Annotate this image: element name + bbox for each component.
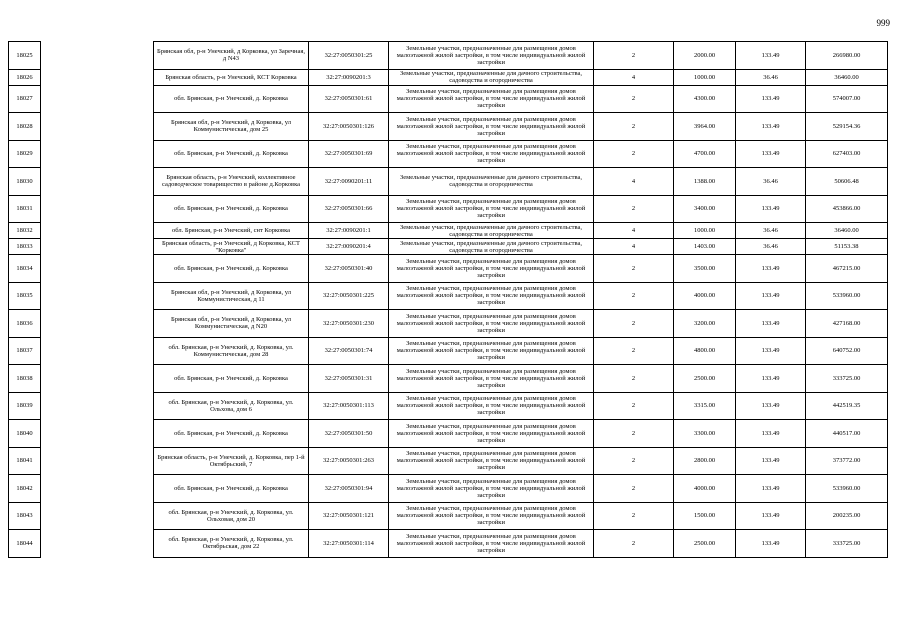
row-id-cell: 18031: [9, 195, 41, 223]
cadastral-value-cell: 51153.38: [806, 239, 888, 255]
row-id-cell: 18032: [9, 223, 41, 239]
area-cell: 1000.00: [674, 69, 736, 85]
row-id-cell: 18034: [9, 255, 41, 283]
cadastral-value-cell: 50606.48: [806, 168, 888, 196]
land-use-cell: Земельные участки, предназначенные для дачного строительства, садоводства и огородничества: [389, 223, 594, 239]
land-use-cell: Земельные участки, предназначенные для дачного строительства, садоводства и огородничества: [389, 69, 594, 85]
table-row: [9, 140, 888, 168]
cadastral-number-cell: 32:27:0050301:31: [309, 365, 389, 393]
group-cell: 2: [594, 392, 674, 420]
table-row: [9, 365, 888, 393]
gap-cell: [41, 365, 154, 393]
group-cell: 2: [594, 310, 674, 338]
cadastral-value-cell: 333725.00: [806, 365, 888, 393]
table-row: [9, 310, 888, 338]
land-use-cell: Земельные участки, предназначенные для размещения домов малоэтажной жилой застройки, в том числе индивидуальной жилой застройки: [389, 447, 594, 475]
cadastral-number-cell: 32:27:0050301:74: [309, 337, 389, 365]
land-use-cell: Земельные участки, предназначенные для размещения домов малоэтажной жилой застройки, в том числе индивидуальной жилой застройки: [389, 502, 594, 530]
rate-cell: 133.49: [736, 392, 806, 420]
table-row: [9, 69, 888, 85]
table-row: [9, 113, 888, 141]
cadastral-value-cell: 529154.36: [806, 113, 888, 141]
address-cell: Брянская область, р-н Унечский, коллективное садоводческое товарищество в районе д.Корковка: [154, 168, 309, 196]
land-use-cell: Земельные участки, предназначенные для дачного строительства, садоводства и огородничества: [389, 168, 594, 196]
rate-cell: 133.49: [736, 447, 806, 475]
table-row: [9, 337, 888, 365]
cadastral-number-cell: 32:27:0050301:230: [309, 310, 389, 338]
group-cell: 2: [594, 447, 674, 475]
cadastral-value-cell: 427168.00: [806, 310, 888, 338]
row-id-cell: 18041: [9, 447, 41, 475]
table-row: [9, 255, 888, 283]
table-row: [9, 42, 888, 70]
rate-cell: 133.49: [736, 530, 806, 558]
table-row: [9, 420, 888, 448]
gap-cell: [41, 282, 154, 310]
land-use-cell: Земельные участки, предназначенные для размещения домов малоэтажной жилой застройки, в том числе индивидуальной жилой застройки: [389, 365, 594, 393]
gap-cell: [41, 140, 154, 168]
rate-cell: 133.49: [736, 195, 806, 223]
rate-cell: 133.49: [736, 42, 806, 70]
gap-cell: [41, 337, 154, 365]
cadastral-number-cell: 32:27:0050301:94: [309, 475, 389, 503]
rate-cell: 133.49: [736, 255, 806, 283]
cadastral-number-cell: 32:27:0050301:50: [309, 420, 389, 448]
group-cell: 4: [594, 223, 674, 239]
area-cell: 3400.00: [674, 195, 736, 223]
cadastral-value-cell: 36460.00: [806, 223, 888, 239]
address-cell: обл. Брянская, р-н Унечский, д. Корковка: [154, 255, 309, 283]
gap-cell: [41, 223, 154, 239]
address-cell: обл. Брянская, р-н Унечский, снт Корковка: [154, 223, 309, 239]
cadastral-number-cell: 32:27:0050301:40: [309, 255, 389, 283]
row-id-cell: 18033: [9, 239, 41, 255]
rate-cell: 133.49: [736, 475, 806, 503]
group-cell: 2: [594, 282, 674, 310]
area-cell: 1000.00: [674, 223, 736, 239]
area-cell: 3300.00: [674, 420, 736, 448]
gap-cell: [41, 239, 154, 255]
cadastral-value-cell: 36460.00: [806, 69, 888, 85]
land-use-cell: Земельные участки, предназначенные для дачного строительства, садоводства и огородничества: [389, 239, 594, 255]
address-cell: Брянская обл, р-н Унечский, д Корковка, ул Коммунистическая, дом 25: [154, 113, 309, 141]
cadastral-number-cell: 32:27:0050301:113: [309, 392, 389, 420]
group-cell: 2: [594, 502, 674, 530]
rate-cell: 133.49: [736, 365, 806, 393]
gap-cell: [41, 168, 154, 196]
cadastral-value-cell: 442519.35: [806, 392, 888, 420]
cadastral-value-cell: 453866.00: [806, 195, 888, 223]
gap-cell: [41, 85, 154, 113]
group-cell: 2: [594, 475, 674, 503]
address-cell: обл. Брянская, р-н Унечский, д. Корковка: [154, 85, 309, 113]
table-row: [9, 475, 888, 503]
land-use-cell: Земельные участки, предназначенные для размещения домов малоэтажной жилой застройки, в том числе индивидуальной жилой застройки: [389, 282, 594, 310]
row-id-cell: 18028: [9, 113, 41, 141]
address-cell: Брянская область, р-н Унечский, д. Корковка, пер 1-й Октябрьский, 7: [154, 447, 309, 475]
rate-cell: 133.49: [736, 85, 806, 113]
address-cell: обл. Брянская, р-н Унечский, д. Корковка: [154, 140, 309, 168]
cadastral-number-cell: 32:27:0050301:225: [309, 282, 389, 310]
rate-cell: 36.46: [736, 69, 806, 85]
group-cell: 4: [594, 69, 674, 85]
land-use-cell: Земельные участки, предназначенные для размещения домов малоэтажной жилой застройки, в том числе индивидуальной жилой застройки: [389, 255, 594, 283]
rate-cell: 133.49: [736, 282, 806, 310]
group-cell: 4: [594, 239, 674, 255]
gap-cell: [41, 502, 154, 530]
rate-cell: 133.49: [736, 337, 806, 365]
cadastral-number-cell: 32:27:0050301:61: [309, 85, 389, 113]
cadastral-number-cell: 32:27:0050301:263: [309, 447, 389, 475]
land-use-cell: Земельные участки, предназначенные для размещения домов малоэтажной жилой застройки, в том числе индивидуальной жилой застройки: [389, 392, 594, 420]
gap-cell: [41, 113, 154, 141]
group-cell: 4: [594, 168, 674, 196]
gap-cell: [41, 447, 154, 475]
cadastral-number-cell: 32:27:0090201:1: [309, 223, 389, 239]
area-cell: 1500.00: [674, 502, 736, 530]
address-cell: Брянская область, р-н Унечский, д Корковка, КСТ "Корковка": [154, 239, 309, 255]
land-registry-table: [8, 41, 888, 558]
gap-cell: [41, 475, 154, 503]
rate-cell: 36.46: [736, 239, 806, 255]
address-cell: обл. Брянская, р-н Унечский, д. Корковка, ул. Ольхова, дом 6: [154, 392, 309, 420]
rate-cell: 133.49: [736, 420, 806, 448]
area-cell: 4300.00: [674, 85, 736, 113]
cadastral-value-cell: 333725.00: [806, 530, 888, 558]
row-id-cell: 18042: [9, 475, 41, 503]
rate-cell: 36.46: [736, 168, 806, 196]
area-cell: 1388.00: [674, 168, 736, 196]
rate-cell: 133.49: [736, 502, 806, 530]
address-cell: Брянская обл, р-н Унечский, д Корковка, ул Коммунистическая, д N20: [154, 310, 309, 338]
cadastral-number-cell: 32:27:0050301:114: [309, 530, 389, 558]
land-use-cell: Земельные участки, предназначенные для размещения домов малоэтажной жилой застройки, в том числе индивидуальной жилой застройки: [389, 195, 594, 223]
cadastral-value-cell: 533960.00: [806, 475, 888, 503]
gap-cell: [41, 420, 154, 448]
group-cell: 2: [594, 337, 674, 365]
group-cell: 2: [594, 530, 674, 558]
address-cell: обл. Брянская, р-н Унечский, д. Корковка: [154, 365, 309, 393]
cadastral-value-cell: 640752.00: [806, 337, 888, 365]
row-id-cell: 18038: [9, 365, 41, 393]
cadastral-number-cell: 32:27:0050301:126: [309, 113, 389, 141]
cadastral-number-cell: 32:27:0090201:4: [309, 239, 389, 255]
table-row: [9, 85, 888, 113]
row-id-cell: 18037: [9, 337, 41, 365]
row-id-cell: 18044: [9, 530, 41, 558]
area-cell: 4000.00: [674, 282, 736, 310]
address-cell: обл. Брянская, р-н Унечский, д. Корковка: [154, 475, 309, 503]
land-use-cell: Земельные участки, предназначенные для размещения домов малоэтажной жилой застройки, в том числе индивидуальной жилой застройки: [389, 85, 594, 113]
cadastral-value-cell: 467215.00: [806, 255, 888, 283]
land-use-cell: Земельные участки, предназначенные для размещения домов малоэтажной жилой застройки, в том числе индивидуальной жилой застройки: [389, 420, 594, 448]
area-cell: 3200.00: [674, 310, 736, 338]
table-row: [9, 223, 888, 239]
table-row: [9, 530, 888, 558]
cadastral-value-cell: 200235.00: [806, 502, 888, 530]
table-row: [9, 392, 888, 420]
group-cell: 2: [594, 140, 674, 168]
rate-cell: 36.46: [736, 223, 806, 239]
cadastral-number-cell: 32:27:0050301:69: [309, 140, 389, 168]
area-cell: 2500.00: [674, 365, 736, 393]
group-cell: 2: [594, 85, 674, 113]
cadastral-value-cell: 533960.00: [806, 282, 888, 310]
group-cell: 2: [594, 365, 674, 393]
row-id-cell: 18027: [9, 85, 41, 113]
row-id-cell: 18035: [9, 282, 41, 310]
land-use-cell: Земельные участки, предназначенные для размещения домов малоэтажной жилой застройки, в том числе индивидуальной жилой застройки: [389, 530, 594, 558]
table-body: [9, 42, 888, 558]
row-id-cell: 18039: [9, 392, 41, 420]
land-use-cell: Земельные участки, предназначенные для размещения домов малоэтажной жилой застройки, в том числе индивидуальной жилой застройки: [389, 42, 594, 70]
row-id-cell: 18026: [9, 69, 41, 85]
group-cell: 2: [594, 420, 674, 448]
cadastral-number-cell: 32:27:0050301:121: [309, 502, 389, 530]
address-cell: обл. Брянская, р-н Унечский, д. Корковка, ул. Ольховая, дом 20: [154, 502, 309, 530]
land-use-cell: Земельные участки, предназначенные для размещения домов малоэтажной жилой застройки, в том числе индивидуальной жилой застройки: [389, 337, 594, 365]
gap-cell: [41, 530, 154, 558]
address-cell: Брянская обл, р-н Унечский, д Корковка, ул Заречная, д N43: [154, 42, 309, 70]
row-id-cell: 18040: [9, 420, 41, 448]
area-cell: 4000.00: [674, 475, 736, 503]
cadastral-value-cell: 627403.00: [806, 140, 888, 168]
land-use-cell: Земельные участки, предназначенные для размещения домов малоэтажной жилой застройки, в том числе индивидуальной жилой застройки: [389, 475, 594, 503]
table-row: [9, 282, 888, 310]
group-cell: 2: [594, 113, 674, 141]
address-cell: обл. Брянская, р-н Унечский, д. Корковка, ул. Коммунистическая, дом 28: [154, 337, 309, 365]
address-cell: Брянская обл, р-н Унечский, д Корковка, ул Коммунистическая, д 11: [154, 282, 309, 310]
table-row: [9, 168, 888, 196]
gap-cell: [41, 195, 154, 223]
land-use-cell: Земельные участки, предназначенные для размещения домов малоэтажной жилой застройки, в том числе индивидуальной жилой застройки: [389, 310, 594, 338]
row-id-cell: 18030: [9, 168, 41, 196]
cadastral-number-cell: 32:27:0050301:25: [309, 42, 389, 70]
cadastral-value-cell: 373772.00: [806, 447, 888, 475]
address-cell: Брянская область, р-н Унечский, КСТ Корковка: [154, 69, 309, 85]
area-cell: 3500.00: [674, 255, 736, 283]
gap-cell: [41, 310, 154, 338]
table-row: [9, 447, 888, 475]
group-cell: 2: [594, 255, 674, 283]
group-cell: 2: [594, 42, 674, 70]
gap-cell: [41, 42, 154, 70]
row-id-cell: 18029: [9, 140, 41, 168]
address-cell: обл. Брянская, р-н Унечский, д. Корковка: [154, 195, 309, 223]
table-row: [9, 239, 888, 255]
area-cell: 2000.00: [674, 42, 736, 70]
area-cell: 3315.00: [674, 392, 736, 420]
address-cell: обл. Брянская, р-н Унечский, д. Корковка: [154, 420, 309, 448]
row-id-cell: 18036: [9, 310, 41, 338]
rate-cell: 133.49: [736, 113, 806, 141]
land-use-cell: Земельные участки, предназначенные для размещения домов малоэтажной жилой застройки, в том числе индивидуальной жилой застройки: [389, 140, 594, 168]
area-cell: 2800.00: [674, 447, 736, 475]
area-cell: 4700.00: [674, 140, 736, 168]
table-row: [9, 195, 888, 223]
row-id-cell: 18043: [9, 502, 41, 530]
cadastral-value-cell: 440517.00: [806, 420, 888, 448]
gap-cell: [41, 255, 154, 283]
area-cell: 2500.00: [674, 530, 736, 558]
group-cell: 2: [594, 195, 674, 223]
address-cell: обл. Брянская, р-н Унечский, д. Корковка, ул. Октябрьская, дом 22: [154, 530, 309, 558]
row-id-cell: 18025: [9, 42, 41, 70]
area-cell: 3964.00: [674, 113, 736, 141]
cadastral-value-cell: 574007.00: [806, 85, 888, 113]
cadastral-number-cell: 32:27:0090201:3: [309, 69, 389, 85]
land-use-cell: Земельные участки, предназначенные для размещения домов малоэтажной жилой застройки, в том числе индивидуальной жилой застройки: [389, 113, 594, 141]
area-cell: 4800.00: [674, 337, 736, 365]
cadastral-number-cell: 32:27:0050301:66: [309, 195, 389, 223]
cadastral-value-cell: 266980.00: [806, 42, 888, 70]
gap-cell: [41, 392, 154, 420]
page-number: 999: [876, 18, 890, 28]
rate-cell: 133.49: [736, 140, 806, 168]
gap-cell: [41, 69, 154, 85]
table-row: [9, 502, 888, 530]
area-cell: 1403.00: [674, 239, 736, 255]
rate-cell: 133.49: [736, 310, 806, 338]
cadastral-number-cell: 32:27:0090201:11: [309, 168, 389, 196]
